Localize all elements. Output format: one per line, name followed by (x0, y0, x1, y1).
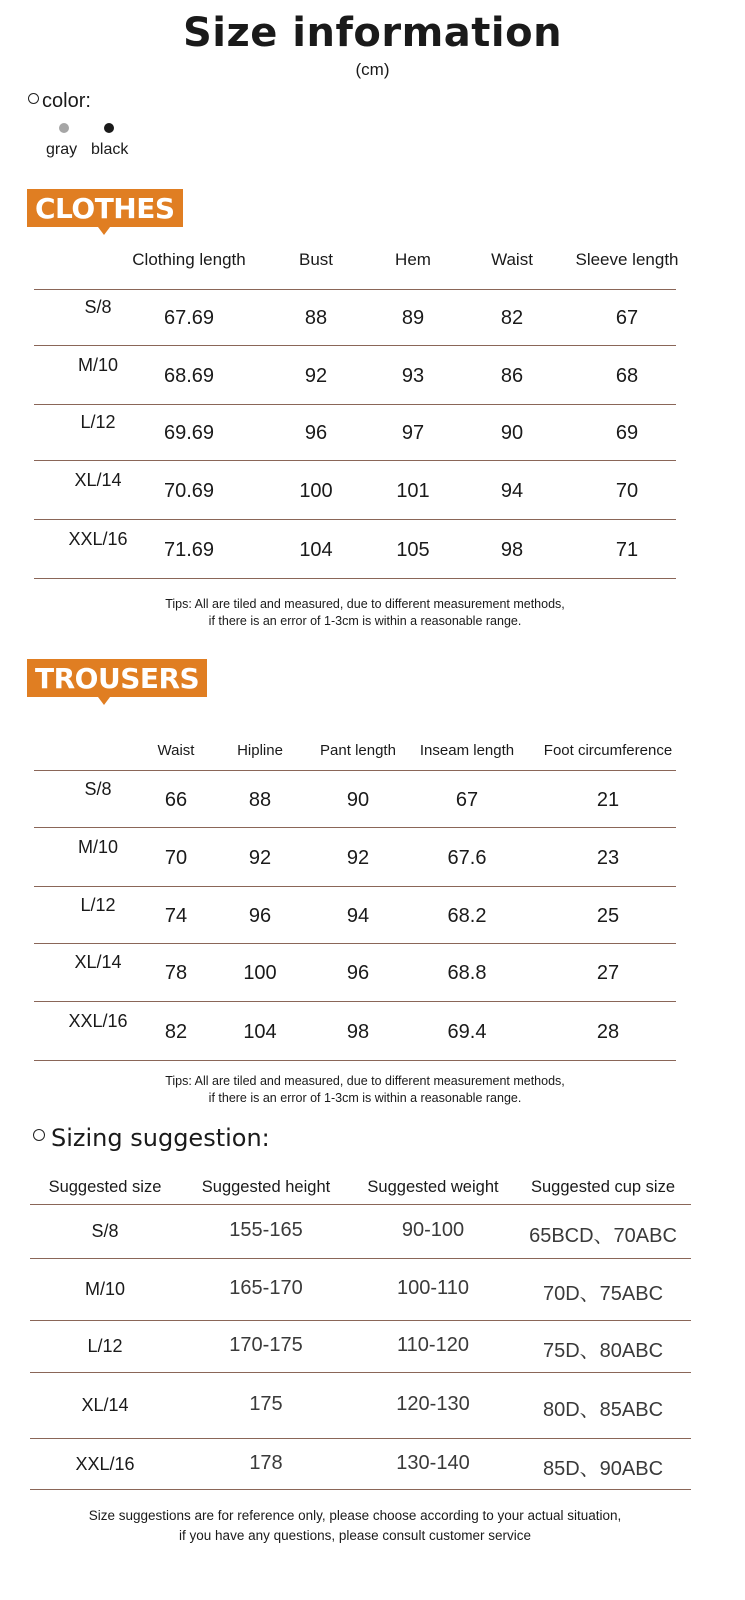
table-cell: 88 (304, 307, 328, 329)
column-header: Pant length (320, 742, 396, 759)
table-cell: 82 (500, 307, 524, 329)
table-cell: 101 (396, 479, 430, 502)
table-cell: 74 (164, 904, 188, 927)
weight-cell: 110-120 (397, 1334, 469, 1356)
table-divider (34, 578, 676, 579)
table-divider (30, 1204, 691, 1205)
sizing-suggestion-title: Sizing suggestion: (51, 1124, 270, 1152)
size-label: L/12 (80, 894, 116, 915)
footnote-text: if you have any questions, please consult customer service (179, 1528, 531, 1543)
table-cell: 25 (596, 904, 620, 927)
table-cell: 97 (401, 422, 425, 444)
table-divider (34, 827, 676, 828)
weight-cell: 130-140 (396, 1451, 470, 1474)
table-divider (34, 345, 676, 346)
size-label: L/12 (87, 1336, 123, 1356)
table-cell: 88 (248, 788, 272, 811)
table-cell: 96 (248, 904, 272, 927)
table-divider (30, 1372, 691, 1373)
table-cell: 70 (164, 846, 188, 869)
size-label: XXL/16 (75, 1453, 135, 1474)
height-cell: 155-165 (229, 1219, 303, 1241)
height-cell: 165-170 (229, 1277, 303, 1299)
size-label: L/12 (80, 412, 116, 432)
size-label: XL/14 (74, 952, 122, 972)
black-swatch (104, 123, 114, 133)
trousers-tag-pointer (98, 697, 110, 705)
column-header: Suggested weight (367, 1178, 499, 1196)
size-label: M/10 (84, 1279, 126, 1299)
size-label: M/10 (77, 836, 119, 857)
black-label: black (91, 141, 129, 158)
weight-cell: 90-100 (401, 1219, 465, 1241)
size-label: M/10 (77, 354, 119, 375)
sizing-suggestion-heading (33, 1124, 270, 1152)
table-cell: 82 (164, 1020, 188, 1043)
column-header: Hipline (237, 742, 283, 759)
table-cell: 21 (596, 788, 620, 811)
weight-cell: 120-130 (396, 1393, 470, 1415)
height-cell: 170-175 (229, 1334, 303, 1356)
table-divider (34, 886, 676, 887)
table-cell: 94 (500, 479, 524, 502)
unit-label: (cm) (355, 60, 390, 79)
table-divider (30, 1438, 691, 1439)
clothes-tag: CLOTHES (27, 189, 183, 227)
column-header: Suggested size (48, 1178, 162, 1196)
size-label: S/8 (84, 778, 112, 799)
page-title: Size information (182, 10, 563, 56)
table-divider (34, 1060, 676, 1061)
column-header: Suggested cup size (530, 1178, 675, 1196)
size-label: S/8 (91, 1221, 119, 1241)
cup-cell: 75D、80ABC (542, 1340, 664, 1362)
size-label: XXL/16 (68, 528, 128, 549)
color-label: color: (42, 90, 91, 112)
column-header: Waist (157, 742, 195, 759)
tips-text: Tips: All are tiled and measured, due to different measurement methods, (165, 597, 565, 611)
table-divider (34, 289, 676, 290)
table-cell: 23 (596, 846, 620, 869)
table-divider (34, 460, 676, 461)
table-cell: 67.69 (163, 307, 215, 329)
table-cell: 69.4 (447, 1020, 487, 1043)
column-header: Suggested height (201, 1178, 331, 1196)
tips-text: if there is an error of 1-3cm is within a reasonable range. (208, 1091, 522, 1105)
table-divider (30, 1320, 691, 1321)
weight-cell: 100-110 (397, 1277, 469, 1299)
color-heading (28, 90, 91, 113)
table-divider (34, 1001, 676, 1002)
column-header: Foot circumference (543, 742, 673, 759)
table-cell: 98 (500, 538, 524, 561)
table-cell: 92 (304, 364, 328, 387)
cup-cell: 85D、90ABC (542, 1457, 664, 1480)
table-cell: 68.8 (447, 962, 487, 984)
table-cell: 100 (243, 962, 277, 984)
table-cell: 96 (304, 422, 328, 444)
tips-text: Tips: All are tiled and measured, due to different measurement methods, (165, 1074, 565, 1088)
table-cell: 78 (164, 962, 188, 984)
column-header: Waist (491, 250, 533, 269)
table-cell: 94 (346, 904, 370, 927)
table-divider (34, 770, 676, 771)
table-cell: 98 (346, 1020, 370, 1043)
table-cell: 92 (346, 846, 370, 869)
column-header: Inseam length (419, 742, 515, 759)
gray-label: gray (46, 141, 78, 158)
table-divider (30, 1258, 691, 1259)
cup-cell: 70D、75ABC (542, 1283, 664, 1305)
column-header: Bust (298, 250, 334, 269)
table-cell: 71 (615, 538, 639, 561)
table-cell: 67 (455, 788, 479, 811)
table-cell: 104 (299, 538, 333, 561)
circle-bullet-icon (33, 1129, 45, 1141)
table-divider (30, 1489, 691, 1490)
height-cell: 178 (249, 1451, 283, 1474)
cup-cell: 65BCD、70ABC (529, 1225, 677, 1247)
cup-cell: 80D、85ABC (542, 1399, 664, 1421)
table-cell: 100 (299, 479, 333, 502)
table-cell: 66 (164, 788, 188, 811)
table-cell: 92 (248, 846, 272, 869)
table-cell: 68 (615, 364, 639, 387)
table-cell: 104 (243, 1020, 277, 1043)
table-cell: 89 (401, 307, 425, 329)
column-header: Clothing length (132, 250, 246, 269)
table-cell: 69.69 (163, 422, 215, 444)
table-cell: 67.6 (447, 846, 487, 869)
column-header: Sleeve length (575, 250, 679, 269)
table-cell: 86 (500, 364, 524, 387)
gray-swatch (59, 123, 69, 133)
size-label: XL/14 (74, 469, 122, 490)
size-label: S/8 (84, 297, 112, 317)
footnote-text: Size suggestions are for reference only, please choose according to your actual situation, (88, 1508, 622, 1523)
table-cell: 71.69 (163, 538, 215, 561)
size-label: XL/14 (81, 1395, 129, 1415)
tips-text: if there is an error of 1-3cm is within a reasonable range. (208, 614, 522, 628)
table-cell: 67 (615, 307, 639, 329)
table-cell: 27 (596, 962, 620, 984)
table-cell: 28 (596, 1020, 620, 1043)
table-divider (34, 519, 676, 520)
column-header: Hem (395, 250, 431, 269)
height-cell: 175 (249, 1393, 283, 1415)
size-label: XXL/16 (68, 1010, 128, 1031)
circle-bullet-icon (28, 93, 39, 104)
trousers-tag: TROUSERS (27, 659, 207, 697)
table-cell: 70 (615, 479, 639, 502)
table-divider (34, 404, 676, 405)
table-cell: 93 (401, 364, 425, 387)
table-cell: 90 (346, 788, 370, 811)
table-cell: 90 (500, 422, 524, 444)
table-cell: 96 (346, 962, 370, 984)
table-cell: 68.69 (163, 364, 215, 387)
table-cell: 68.2 (447, 904, 487, 927)
clothes-tag-pointer (98, 227, 110, 235)
table-cell: 105 (396, 538, 430, 561)
table-cell: 69 (615, 422, 639, 444)
table-divider (34, 943, 676, 944)
table-cell: 70.69 (163, 479, 215, 502)
